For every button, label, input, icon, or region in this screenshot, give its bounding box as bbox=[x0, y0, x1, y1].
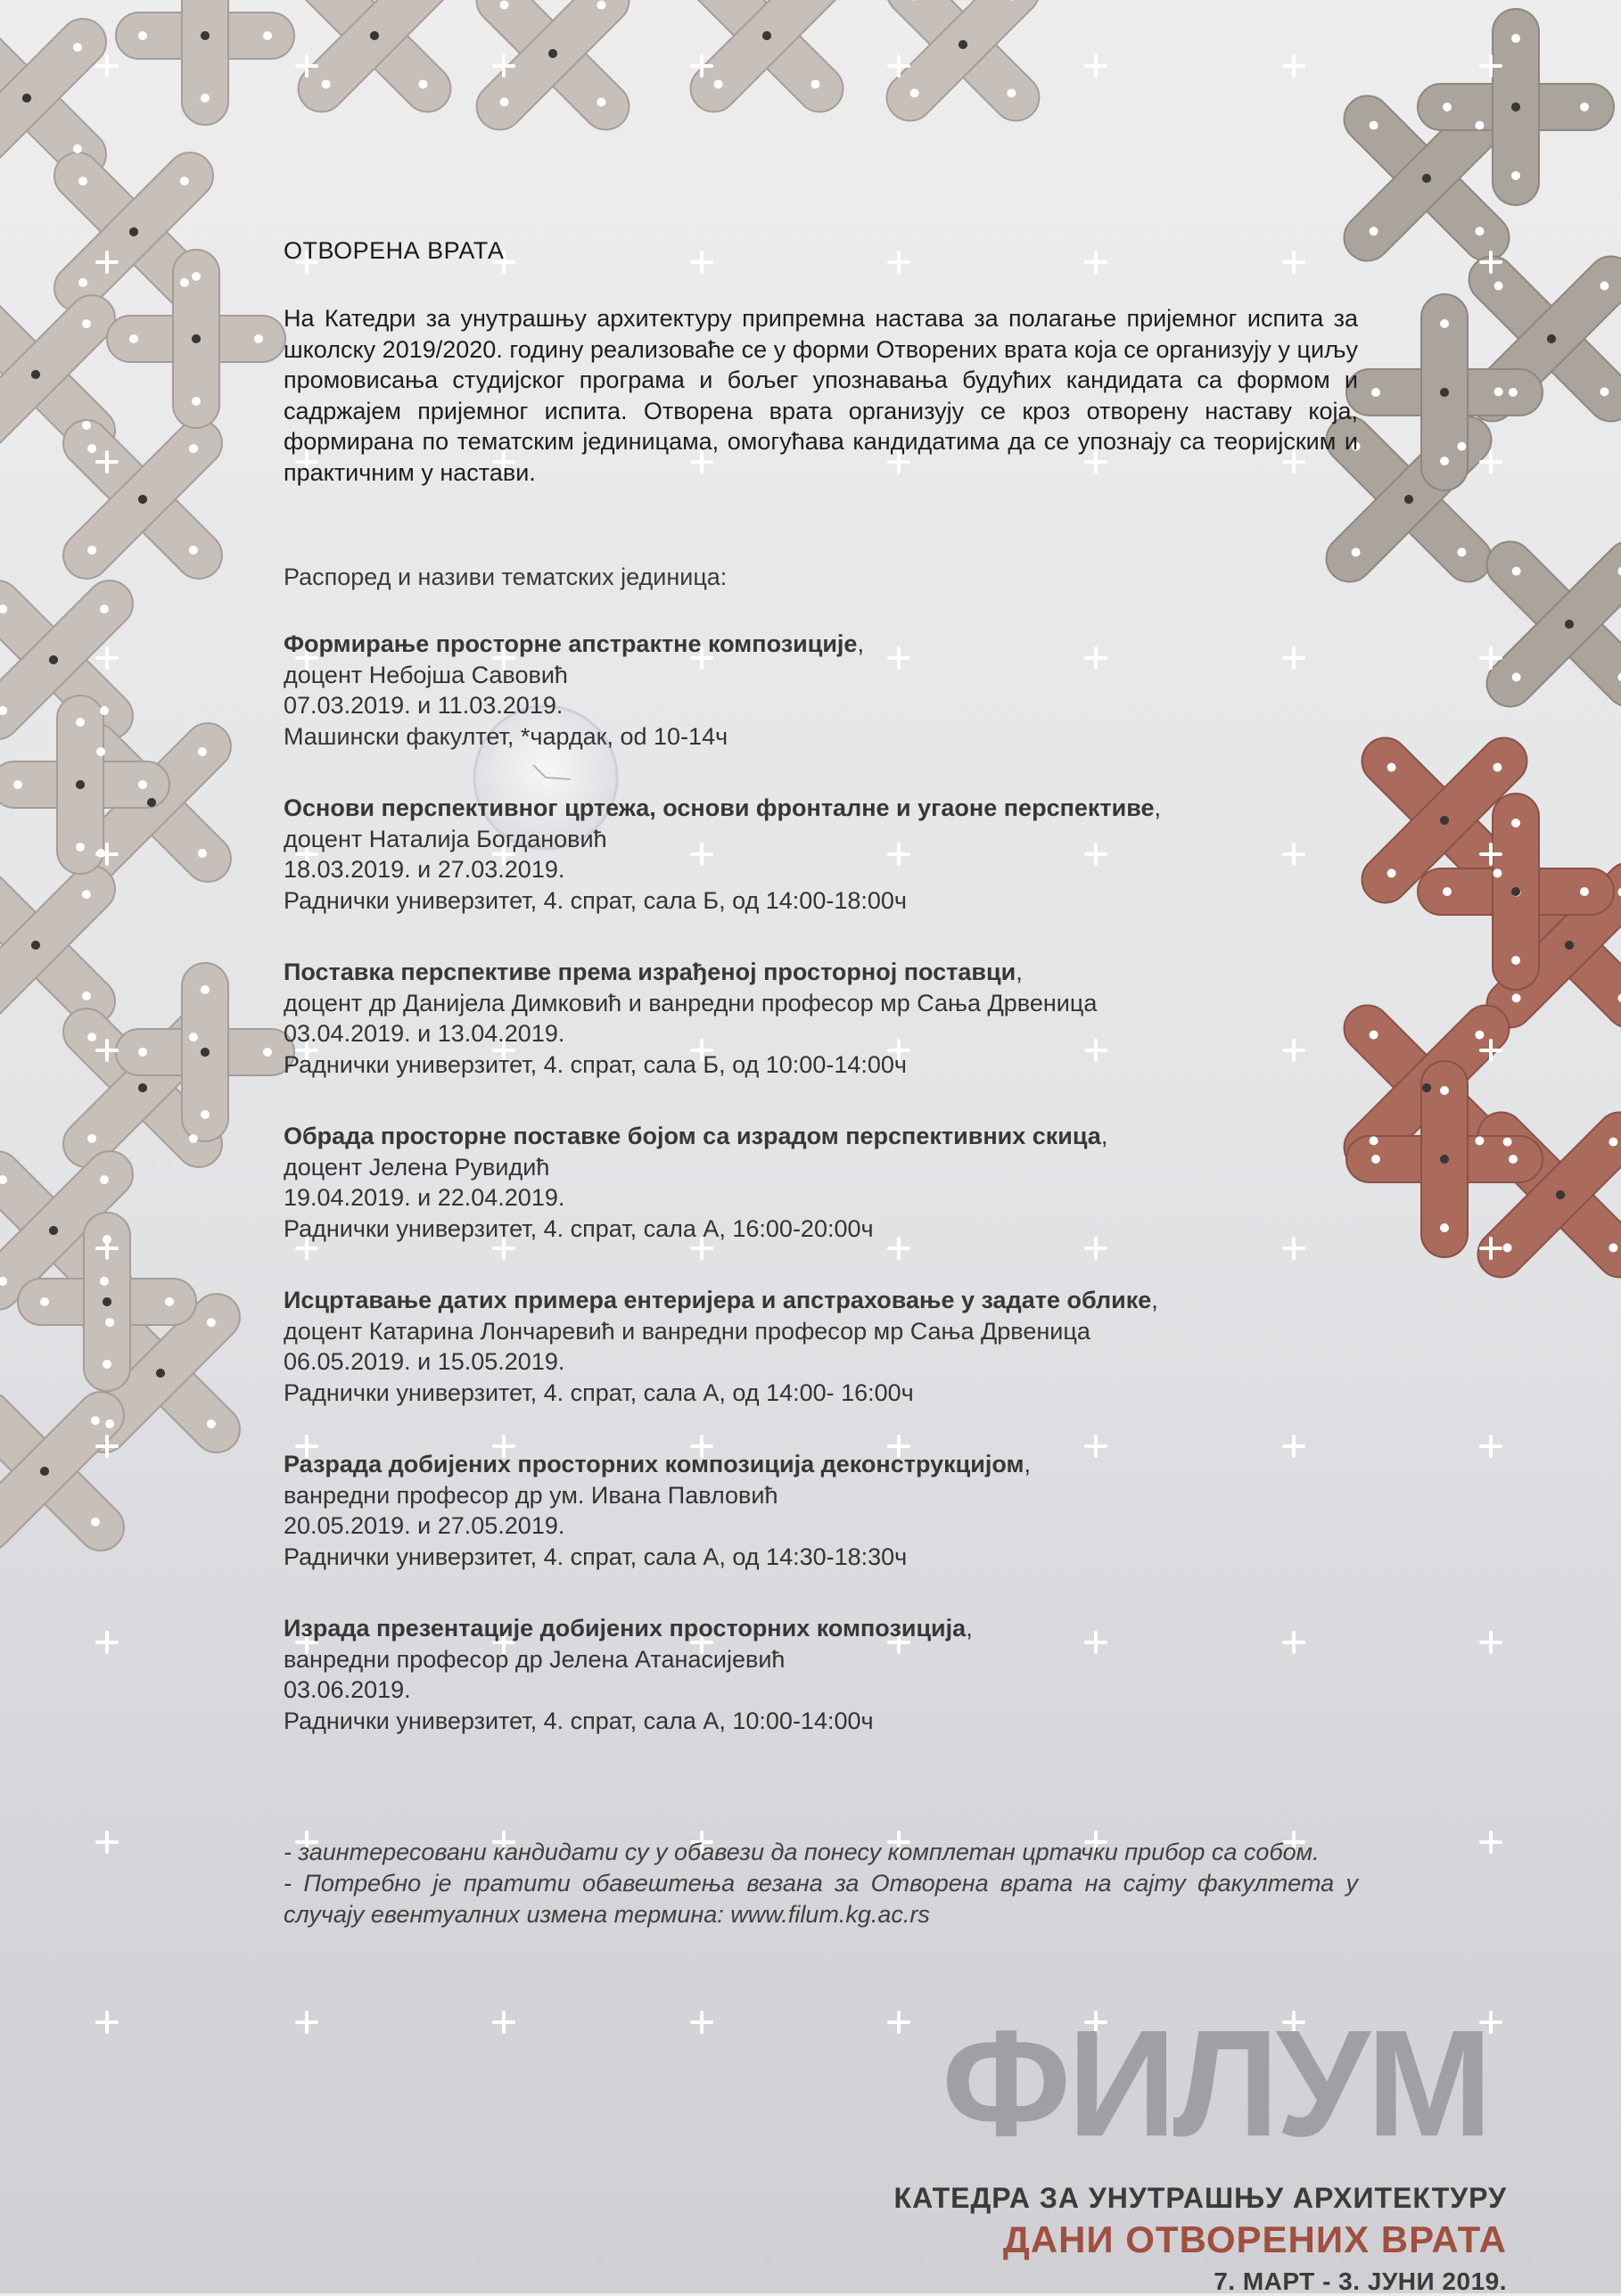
screw-dot bbox=[100, 706, 109, 715]
screw-dot bbox=[1509, 388, 1518, 397]
screw-dot bbox=[82, 890, 91, 899]
screw-dot bbox=[147, 798, 156, 807]
unit-place: Раднички универзитет, 4. спрат, сала А, 10:00-14:00ч bbox=[284, 1707, 874, 1734]
screw-dot bbox=[189, 1033, 198, 1041]
screw-dot bbox=[129, 227, 138, 236]
screw-dot bbox=[40, 1467, 49, 1476]
unit-dates: 18.03.2019. и 27.03.2019. bbox=[284, 856, 565, 883]
thematic-unit: Поставка перспективе према израђеној просторној поставци, доцент др Данијела Димковић и ванредни професор мр Сања Дрвеница 03.04.2019. и 13.04.2019. Раднички универзитет, 4. спрат, сала Б, од 10:00-14:00ч bbox=[284, 957, 1358, 1080]
screw-dot bbox=[192, 334, 201, 343]
screw-dot bbox=[322, 79, 331, 88]
screw-dot bbox=[1387, 763, 1396, 772]
thematic-units bbox=[284, 629, 1358, 1777]
screw-dot bbox=[1007, 88, 1016, 97]
unit-dates: 20.05.2019. и 27.05.2019. bbox=[284, 1512, 565, 1539]
screw-dot bbox=[1457, 547, 1466, 556]
screw-dot bbox=[13, 780, 22, 789]
unit-title: Формирање просторне апстрактне композиције bbox=[284, 630, 858, 657]
screw-dot bbox=[91, 1416, 100, 1425]
screw-dot bbox=[500, 97, 509, 106]
screw-dot bbox=[201, 985, 210, 994]
screw-dot bbox=[1493, 763, 1502, 772]
screw-dot bbox=[138, 780, 147, 789]
screw-dot bbox=[76, 718, 85, 727]
screw-dot bbox=[82, 992, 91, 1000]
screw-dot bbox=[1440, 457, 1449, 465]
unit-dates: 06.05.2019. и 15.05.2019. bbox=[284, 1348, 565, 1375]
screw-dot bbox=[87, 1134, 96, 1143]
screw-dot bbox=[1475, 1031, 1484, 1040]
plus-mark bbox=[1481, 1633, 1501, 1652]
screw-dot bbox=[263, 1048, 272, 1057]
screw-dot bbox=[76, 780, 85, 789]
screw-dot bbox=[73, 144, 82, 153]
screw-dot bbox=[1512, 672, 1521, 681]
department-name: КАТЕДРА ЗА УНУТРАШЊУ АРХИТЕКТУРУ bbox=[893, 2182, 1507, 2214]
screw-dot bbox=[714, 79, 723, 88]
screw-dot bbox=[31, 941, 40, 950]
thematic-unit: Формирање просторне апстрактне композиције, доцент Небојша Савовић 07.03.2019. и 11.03.2019. Машински факултет, *чардак, od 10-14ч bbox=[284, 629, 1358, 752]
screw-dot bbox=[82, 319, 91, 328]
plus-mark bbox=[1481, 1436, 1501, 1456]
screw-dot bbox=[1509, 1155, 1518, 1164]
screw-dot bbox=[1493, 868, 1502, 877]
unit-title: Израда презентације добијених просторних композиција bbox=[284, 1615, 967, 1642]
unit-lecturer: доцент Небојша Савовић bbox=[284, 661, 568, 688]
screw-dot bbox=[1512, 993, 1521, 1002]
screw-dot bbox=[1600, 282, 1609, 291]
screw-dot bbox=[31, 370, 40, 379]
screw-dot bbox=[189, 444, 198, 453]
screw-dot bbox=[129, 334, 138, 343]
screw-dot bbox=[138, 31, 147, 40]
unit-place: Раднички универзитет, 4. спрат, сала А, 16:00-20:00ч bbox=[284, 1214, 874, 1242]
screw-dot bbox=[189, 1134, 198, 1143]
plus-mark bbox=[97, 1633, 117, 1652]
screw-dot bbox=[100, 1277, 109, 1286]
unit-lecturer: ванредни професор др Јелена Атанасијевић bbox=[284, 1645, 786, 1673]
screw-dot bbox=[189, 546, 198, 555]
screw-dot bbox=[597, 97, 605, 106]
screw-dot bbox=[73, 43, 82, 52]
screw-dot bbox=[87, 1033, 96, 1041]
screw-dot bbox=[1371, 388, 1380, 397]
plus-mark bbox=[889, 2012, 909, 2032]
screw-dot bbox=[597, 1, 605, 10]
screw-dot bbox=[1440, 816, 1449, 825]
screw-dot bbox=[103, 1360, 111, 1369]
screw-dot bbox=[1609, 1138, 1617, 1147]
plus-mark bbox=[692, 2012, 712, 2032]
screw-dot bbox=[180, 177, 189, 185]
screw-dot bbox=[49, 1226, 58, 1235]
unit-place: Раднички универзитет, 4. спрат, сала А, од 14:00- 16:00ч bbox=[284, 1378, 914, 1406]
screw-dot bbox=[96, 747, 105, 756]
note-website: - Потребно је пратити обавештења везана за Отворена врата на сајту факултета у случају евентуалних измена термина: www.filum.kg.ac.rs bbox=[284, 1870, 1358, 1928]
screw-dot bbox=[548, 49, 557, 58]
screw-dot bbox=[959, 40, 967, 49]
unit-place: Раднички универзитет, 4. спрат, сала А, од 14:30-18:30ч bbox=[284, 1543, 908, 1570]
screw-dot bbox=[370, 31, 379, 40]
thematic-unit: Исцртавање датих примера ентеријера и апстраховање у задате облике, доцент Катарина Лончаревић и ванредни професор мр Сања Дрвеница 06.05.2019. и 15.05.2019. Раднички универзитет, 4. спрат, сала А, од 14:00- 16:00ч bbox=[284, 1285, 1358, 1408]
unit-place: Раднички универзитет, 4. спрат, сала Б, од 14:00-18:00ч bbox=[284, 886, 907, 914]
screw-dot bbox=[1404, 495, 1413, 504]
plus-mark bbox=[97, 56, 117, 76]
screw-dot bbox=[1371, 1155, 1380, 1164]
screw-dot bbox=[1440, 1086, 1449, 1095]
screw-dot bbox=[198, 849, 207, 858]
screw-dot bbox=[1565, 941, 1574, 950]
thematic-unit: Разрада добијених просторних композиција деконструкцијом, ванредни професор др ум. Ивана Павловић 20.05.2019. и 27.05.2019. Раднички универзитет, 4. спрат, сала А, од 14:30-18:30ч bbox=[284, 1449, 1358, 1572]
screw-dot bbox=[762, 31, 771, 40]
screw-dot bbox=[105, 1420, 114, 1428]
screw-dot bbox=[1609, 1243, 1617, 1252]
plus-mark bbox=[297, 2012, 317, 2032]
screw-dot bbox=[1580, 887, 1589, 896]
unit-lecturer: доцент Наталија Богдановић bbox=[284, 825, 607, 852]
screw-dot bbox=[1511, 103, 1520, 111]
screw-dot bbox=[138, 1048, 147, 1057]
thematic-unit: Израда презентације добијених просторних композиција, ванредни професор др Јелена Атанасијевић 03.06.2019. Раднички универзитет, 4. спрат, сала А, 10:00-14:00ч bbox=[284, 1613, 1358, 1736]
plus-mark bbox=[97, 648, 117, 668]
intro-paragraph: На Катедри за унутрашњу архитектуру припремна настава за полагање пријемног испита за школску 2019/2020. годину реализоваће се у форми Отворених врата која се организују у циљу промовисања студијског програма и бољег упознавања будућих кандидата са формом и садржајем пријемног испита. Отворена врата организују се кроз отворену наставу која, формирана по тематским јединицама, омогућава кандидатима да се упознају са теоријским и практичним у настави. bbox=[284, 305, 1358, 486]
screw-dot bbox=[1457, 442, 1466, 451]
screw-dot bbox=[198, 747, 207, 756]
event-dates: 7. МАРТ - 3. ЈУНИ 2019. bbox=[1214, 2267, 1507, 2295]
plus-mark bbox=[1086, 56, 1106, 76]
screw-dot bbox=[1422, 1083, 1431, 1092]
screw-dot bbox=[1556, 1190, 1565, 1199]
unit-title: Основи перспективног цртежа, основи фронталне и угаоне перспективе bbox=[284, 794, 1155, 821]
screw-dot bbox=[1475, 1136, 1484, 1145]
unit-place: Раднички универзитет, 4. спрат, сала Б, од 10:00-14:00ч bbox=[284, 1050, 907, 1078]
screw-dot bbox=[254, 334, 263, 343]
filum-logo: ФИЛУМ bbox=[942, 1999, 1489, 2168]
plus-mark bbox=[97, 2012, 117, 2032]
screw-dot bbox=[1370, 226, 1378, 235]
screw-dot bbox=[76, 843, 85, 852]
screw-dot bbox=[1440, 1223, 1449, 1232]
screw-dot bbox=[103, 1297, 111, 1306]
screw-dot bbox=[1511, 887, 1520, 896]
screw-dot bbox=[91, 1518, 100, 1527]
unit-lecturer: доцент Катарина Лончаревић и ванредни професор мр Сања Дрвеница bbox=[284, 1317, 1090, 1345]
screw-dot bbox=[78, 278, 87, 287]
screw-dot bbox=[100, 1175, 109, 1184]
screw-dot bbox=[1511, 956, 1520, 965]
thematic-unit: Обрада просторне поставке бојом са израдом перспективних скица, доцент Јелена Рувидић 19.04.2019. и 22.04.2019. Раднички универзитет, 4. спрат, сала А, 16:00-20:00ч bbox=[284, 1121, 1358, 1244]
screw-dot bbox=[1511, 819, 1520, 827]
screw-dot bbox=[1475, 226, 1484, 235]
plus-mark bbox=[97, 1832, 117, 1852]
screw-dot bbox=[192, 272, 201, 281]
unit-dates: 03.06.2019. bbox=[284, 1676, 411, 1703]
screw-dot bbox=[1565, 620, 1574, 629]
unit-title: Разрада добијених просторних композиција деконструкцијом bbox=[284, 1451, 1024, 1477]
schedule-label: Распоред и називи тематских јединица: bbox=[284, 564, 728, 590]
screw-dot bbox=[910, 88, 919, 97]
unit-dates: 03.04.2019. и 13.04.2019. bbox=[284, 1020, 565, 1047]
screw-dot bbox=[1443, 887, 1452, 896]
screw-dot bbox=[207, 1420, 216, 1428]
plus-mark bbox=[1481, 1832, 1501, 1852]
screw-dot bbox=[810, 79, 819, 88]
screw-dot bbox=[1600, 387, 1609, 396]
screw-dot bbox=[1580, 103, 1589, 111]
screw-dot bbox=[1440, 388, 1449, 397]
screw-dot bbox=[201, 94, 210, 103]
screw-dot bbox=[201, 1048, 210, 1057]
screw-dot bbox=[87, 444, 96, 453]
screw-dot bbox=[201, 31, 210, 40]
screw-dot bbox=[1547, 334, 1556, 343]
screw-dot bbox=[40, 1297, 49, 1306]
unit-title: Обрада просторне поставке бојом са израдом перспективних скица bbox=[284, 1123, 1101, 1149]
screw-dot bbox=[1503, 1243, 1512, 1252]
screw-dot bbox=[1370, 1136, 1378, 1145]
unit-dates: 19.04.2019. и 22.04.2019. bbox=[284, 1184, 565, 1211]
screw-dot bbox=[105, 1318, 114, 1327]
unit-place: Машински факултет, *чардак, od 10-14ч bbox=[284, 722, 728, 750]
thematic-unit: Основи перспективног цртежа, основи фронталне и угаоне перспективе, доцент Наталија Богдановић 18.03.2019. и 27.03.2019. Раднички универзитет, 4. спрат, сала Б, од 14:00-18:00ч bbox=[284, 793, 1358, 916]
screw-dot bbox=[192, 397, 201, 406]
screw-dot bbox=[22, 94, 31, 103]
screw-dot bbox=[138, 495, 147, 504]
unit-title: Исцртавање датих примера ентеријера и апстраховање у задате облике bbox=[284, 1287, 1152, 1313]
screw-dot bbox=[1422, 174, 1431, 183]
screw-dot bbox=[1387, 868, 1396, 877]
screw-dot bbox=[263, 31, 272, 40]
screw-dot bbox=[1370, 121, 1378, 130]
unit-lecturer: ванредни професор др ум. Ивана Павловић bbox=[284, 1481, 778, 1509]
screw-dot bbox=[1494, 282, 1503, 291]
unit-dates: 07.03.2019. и 11.03.2019. bbox=[284, 692, 564, 719]
screw-dot bbox=[201, 1110, 210, 1119]
screw-dot bbox=[1440, 319, 1449, 328]
unit-title: Поставка перспективе према израђеној просторној поставци bbox=[284, 959, 1016, 985]
screw-dot bbox=[100, 605, 109, 613]
plus-mark bbox=[494, 2012, 514, 2032]
page-title: ОТВОРЕНА ВРАТА bbox=[284, 237, 505, 264]
screw-dot bbox=[1370, 1031, 1378, 1040]
screw-dot bbox=[78, 177, 87, 185]
unit-lecturer: доцент Јелена Рувидић bbox=[284, 1153, 550, 1181]
screw-dot bbox=[1512, 567, 1521, 576]
screw-dot bbox=[1475, 121, 1484, 130]
wooden-stick-shape bbox=[182, 0, 228, 125]
screw-dot bbox=[1494, 387, 1503, 396]
screw-dot bbox=[49, 655, 58, 664]
screw-dot bbox=[1503, 1138, 1512, 1147]
unit-lecturer: доцент др Данијела Димковић и ванредни професор мр Сања Дрвеница bbox=[284, 989, 1098, 1016]
screw-dot bbox=[207, 1318, 216, 1327]
screw-dot bbox=[500, 1, 509, 10]
screw-dot bbox=[180, 278, 189, 287]
notes bbox=[284, 1837, 1358, 1930]
screw-dot bbox=[1511, 34, 1520, 43]
screw-dot bbox=[1443, 103, 1452, 111]
screw-dot bbox=[165, 1297, 174, 1306]
screw-dot bbox=[138, 1083, 147, 1092]
screw-dot bbox=[1440, 1155, 1449, 1164]
note-equipment: - заинтересовани кандидати су у обавези да понесу комплетан цртачки прибор са собом. bbox=[284, 1839, 1320, 1865]
screw-dot bbox=[1352, 547, 1361, 556]
screw-dot bbox=[1511, 171, 1520, 180]
plus-mark bbox=[1284, 56, 1304, 76]
screw-dot bbox=[418, 79, 427, 88]
screw-dot bbox=[82, 421, 91, 430]
event-title: ДАНИ ОТВОРЕНИХ ВРАТА bbox=[1002, 2218, 1507, 2260]
screw-dot bbox=[156, 1369, 165, 1378]
screw-dot bbox=[87, 546, 96, 555]
